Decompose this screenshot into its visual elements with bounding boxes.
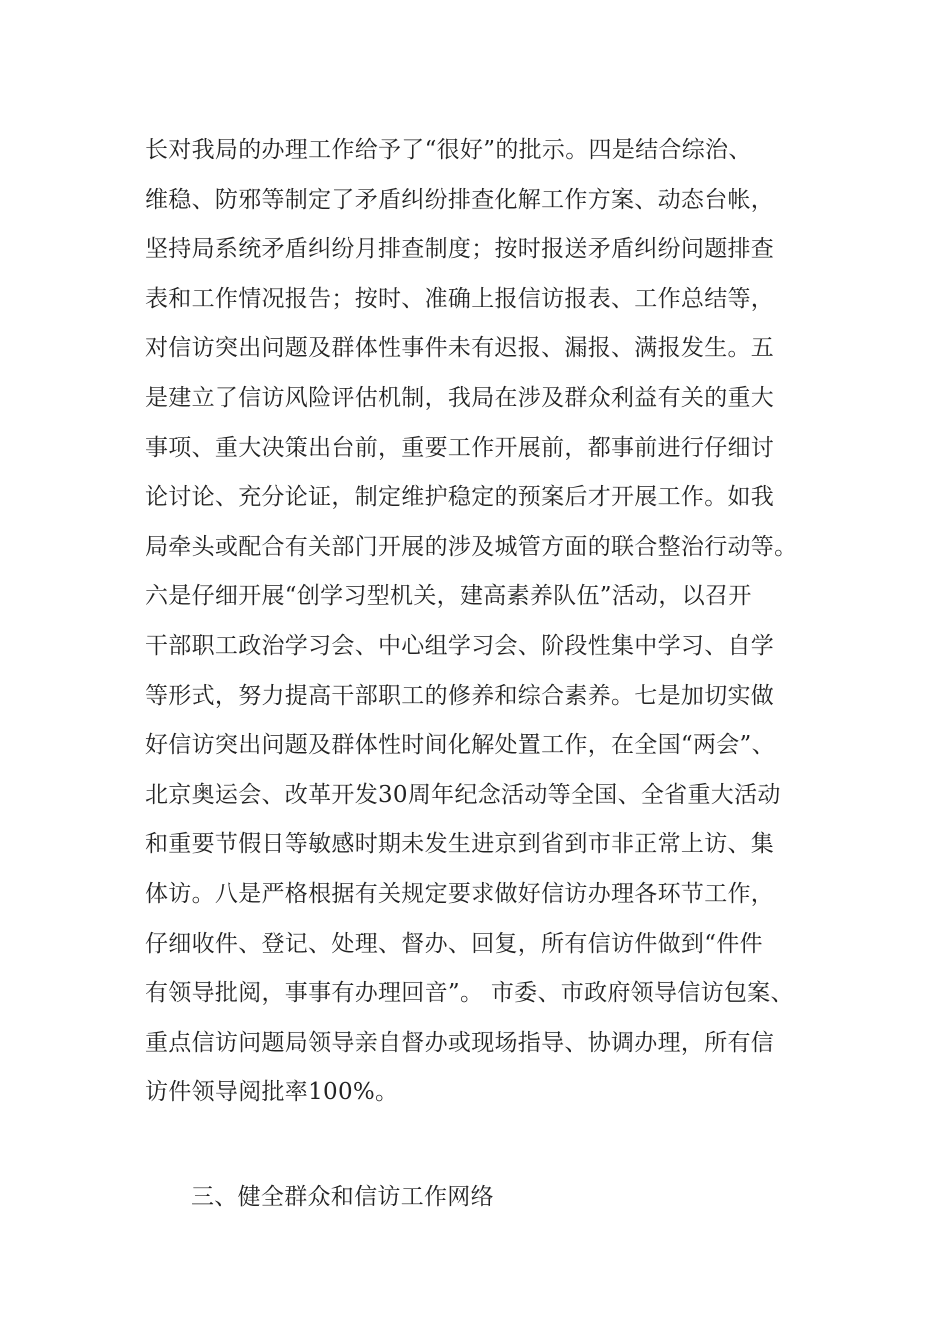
paragraph-line: 是建立了信访风险评估机制，我局在涉及群众利益有关的重大 <box>145 384 775 411</box>
paragraph-line: 事项、重大决策出台前，重要工作开展前，都事前进行仔细讨 <box>145 434 775 461</box>
section-heading: 三、健全群众和信访工作网络 <box>191 1184 494 1210</box>
paragraph-line: 重点信访问题局领导亲自督办或现场指导、协调办理，所有信 <box>145 1029 775 1056</box>
paragraph-line: 干部职工政治学习会、中心组学习会、阶段性集中学习、自学 <box>145 632 775 659</box>
paragraph-line: 访件领导阅批率100%。 <box>145 1079 399 1106</box>
paragraph-line: 等形式，努力提高干部职工的修养和综合素养。七是加切实做 <box>145 682 775 709</box>
paragraph-line: 好信访突出问题及群体性时间化解处置工作，在全国“两会”、 <box>145 732 775 759</box>
paragraph-line: 体访。八是严格根据有关规定要求做好信访办理各环节工作， <box>145 880 775 907</box>
paragraph-line: 坚持局系统矛盾纠纷月排查制度；按时报送矛盾纠纷问题排查 <box>145 236 775 263</box>
paragraph-line: 和重要节假日等敏感时期未发生进京到省到市非正常上访、集 <box>145 831 775 858</box>
paragraph-line: 有领导批阅，事事有办理回音”。 市委、市政府领导信访包案、 <box>145 980 794 1007</box>
paragraph-line: 六是仔细开展“创学习型机关，建高素养队伍”活动，以召开 <box>145 583 752 610</box>
paragraph-line: 北京奥运会、改革开发30周年纪念活动等全国、全省重大活动 <box>145 781 781 808</box>
paragraph-line: 局牵头或配合有关部门开展的涉及城管方面的联合整治行动等。 <box>145 533 798 560</box>
paragraph-line: 长对我局的办理工作给予了“很好”的批示。四是结合综治、 <box>145 137 752 163</box>
paragraph-line: 论讨论、充分论证，制定维护稳定的预案后才开展工作。如我 <box>145 484 775 511</box>
paragraph-line: 维稳、防邪等制定了矛盾纠纷排查化解工作方案、动态台帐， <box>145 186 775 213</box>
paragraph-line: 仔细收件、登记、处理、督办、回复，所有信访件做到“件件 <box>145 930 763 957</box>
body-paragraph <box>145 126 845 1118</box>
paragraph-line: 对信访突出问题及群体性事件未有迟报、漏报、满报发生。五 <box>145 335 775 362</box>
paragraph-line: 表和工作情况报告；按时、准确上报信访报表、工作总结等， <box>145 285 775 312</box>
